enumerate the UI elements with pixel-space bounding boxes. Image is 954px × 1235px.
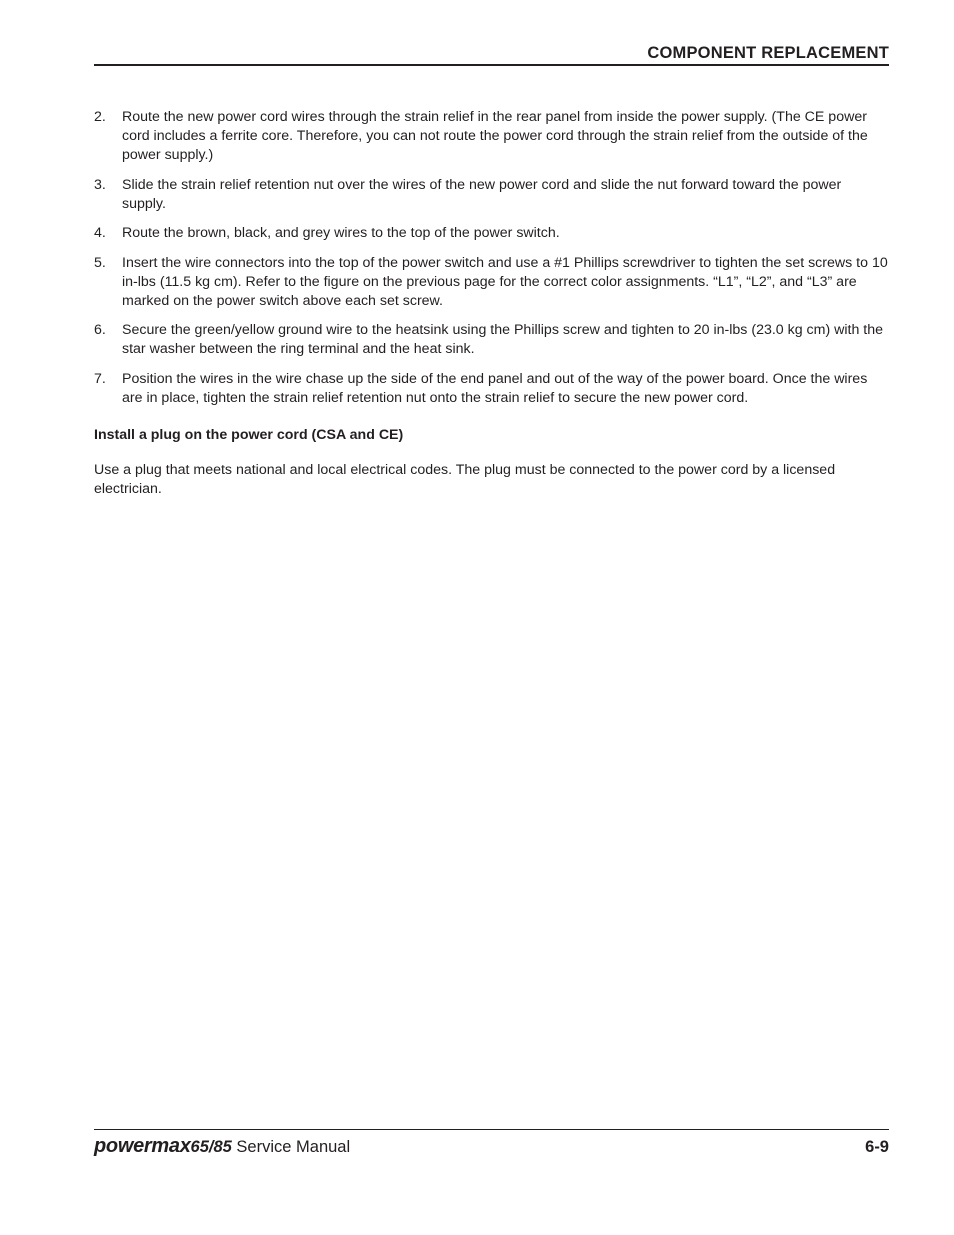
brand-logo-text: powermax: [94, 1135, 191, 1157]
header-rule: [94, 64, 889, 66]
step-text: Position the wires in the wire chase up the side of the end panel and out of the way of the power board. Once the wires are in place, tighten the strain relief retention nut onto the strain relief to secure the new power cord.: [122, 370, 868, 406]
section-heading: Install a plug on the power cord (CSA and CE): [94, 427, 404, 443]
step-number: 5.: [94, 254, 106, 271]
step-text: Route the new power cord wires through the strain relief in the rear panel from inside the power supply. (The CE power cord includes a ferrite core. Therefore, you can not route the power cord through the strain relief from the outside of the power supply.): [122, 109, 868, 163]
step-text: Slide the strain relief retention nut over the wires of the new power cord and slide the nut forward toward the power supply.: [122, 176, 842, 212]
body-paragraph: Use a plug that meets national and local electrical codes. The plug must be connected to the power cord by a licensed electrician.: [94, 462, 836, 497]
step-number: 6.: [94, 322, 106, 338]
step-item: [94, 176, 889, 214]
step-number: 2.: [94, 109, 106, 125]
step-number: 4.: [94, 225, 106, 241]
step-item: [94, 108, 889, 165]
step-text: Secure the green/yellow ground wire to the heatsink using the Phillips screw and tighten to 20 in-lbs (23.0 kg cm) with the star washer between the ring terminal and the heat sink.: [122, 322, 884, 357]
step-item: [94, 254, 889, 311]
brand-model: 65/85: [190, 1138, 232, 1156]
step-number: 7.: [94, 370, 106, 387]
manual-title: Service Manual: [236, 1138, 351, 1156]
step-item: [94, 321, 889, 359]
step-item: [94, 224, 889, 243]
step-text: Route the brown, black, and grey wires to the top of the power switch.: [122, 225, 560, 241]
page-footer: [94, 1129, 889, 1165]
footer-rule: [94, 1129, 889, 1130]
page-header: [94, 42, 889, 64]
footer-product: [94, 1134, 350, 1159]
step-text: Insert the wire connectors into the top of the power switch and use a #1 Phillips screwdriver to tighten the set screws to 10 in-lbs (11.5 kg cm). Refer to the figure on the previous page for the correct color assignments. “L1”, “L2”, and “L3” are marked on the power switch above each set screw.: [122, 254, 888, 309]
step-list: [94, 108, 889, 418]
section-title: COMPONENT REPLACEMENT: [647, 44, 889, 62]
step-item: [94, 370, 889, 408]
page-number: 6-9: [865, 1138, 889, 1156]
step-number: 3.: [94, 176, 106, 193]
